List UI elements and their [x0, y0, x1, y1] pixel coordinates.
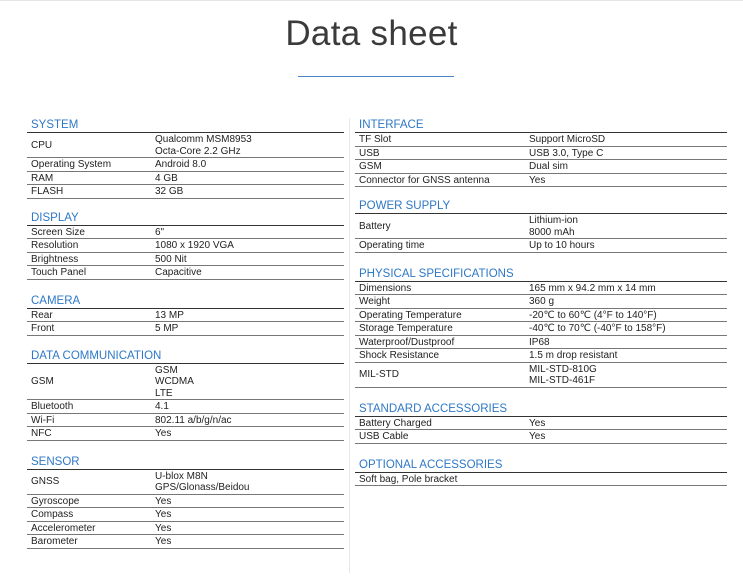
- spec-row: [27, 535, 344, 549]
- spec-value-line: 13 MP: [155, 309, 184, 321]
- page-title: Data sheet: [285, 14, 458, 53]
- spec-row: [355, 173, 727, 187]
- spec-value: [155, 535, 344, 549]
- spec-label: Touch Panel: [27, 266, 155, 280]
- spec-value: [529, 173, 727, 187]
- spec-row: [27, 427, 344, 441]
- spec-value-line: GPS/Glonass/Beidou: [155, 482, 250, 493]
- spec-value: [529, 239, 727, 253]
- spec-row: [27, 494, 344, 508]
- spec-label: Wi-Fi: [27, 413, 155, 427]
- spec-value: [155, 364, 344, 400]
- spec-label: CPU: [27, 133, 155, 158]
- spec-value: [529, 308, 727, 322]
- spec-label: Screen Size: [27, 226, 155, 239]
- spec-value-line: 360 g: [529, 296, 555, 307]
- spec-value: [529, 362, 727, 387]
- spec-row: [355, 146, 727, 160]
- spec-row: [27, 508, 344, 522]
- spec-row: [355, 239, 727, 253]
- spec-label: Operating time: [355, 239, 529, 253]
- section-sensor: [27, 455, 344, 549]
- spec-row: [27, 133, 344, 158]
- spec-label: Operating System: [27, 158, 155, 172]
- spec-row: [355, 214, 727, 239]
- spec-value-line: Yes: [155, 428, 172, 439]
- spec-row: [355, 322, 727, 336]
- spec-label: Gyroscope: [27, 494, 155, 508]
- spec-row: [355, 362, 727, 387]
- section-optional-accessories: [355, 458, 727, 487]
- section-system: [27, 118, 344, 199]
- spec-value-line: GSM: [155, 364, 178, 376]
- section-heading: SYSTEM: [27, 118, 344, 133]
- spec-value: [155, 322, 344, 336]
- spec-value-line: U-blox M8N: [155, 470, 208, 482]
- spec-value: [155, 400, 344, 414]
- spec-label: Front: [27, 322, 155, 336]
- spec-value-line: Yes: [529, 431, 546, 442]
- spec-label: Connector for GNSS antenna: [355, 173, 529, 187]
- spec-label: FLASH: [27, 185, 155, 199]
- section-heading: CAMERA: [27, 294, 344, 309]
- spec-value: [155, 521, 344, 535]
- spec-label: Battery: [355, 214, 529, 239]
- spec-value-line: Octa-Core 2.2 GHz: [155, 145, 241, 157]
- spec-value: [529, 146, 727, 160]
- spec-value: [155, 252, 344, 266]
- spec-value-line: 4.1: [155, 401, 169, 412]
- spec-table: [355, 282, 727, 388]
- spec-value-line: Dual sim: [529, 161, 568, 172]
- spec-table: [355, 214, 727, 253]
- section-interface: [355, 118, 727, 187]
- spec-value-line: 32 GB: [155, 186, 184, 197]
- section-camera: [27, 294, 344, 336]
- spec-value-line: Yes: [155, 495, 172, 507]
- spec-label: Accelerometer: [27, 521, 155, 535]
- spec-value: [155, 158, 344, 172]
- spec-value: [155, 133, 344, 158]
- spec-value-line: 1.5 m drop resistant: [529, 350, 618, 361]
- spec-table: [355, 417, 727, 444]
- spec-value-line: MIL-STD-461F: [529, 375, 596, 386]
- spec-label: Brightness: [27, 252, 155, 266]
- spec-value-line: WCDMA: [155, 376, 194, 387]
- spec-label: MIL-STD: [355, 362, 529, 387]
- section-heading: POWER SUPPLY: [355, 199, 727, 214]
- section-physical-specifications: [355, 267, 727, 388]
- spec-label: NFC: [27, 427, 155, 441]
- spec-value: [155, 185, 344, 199]
- spec-row: [27, 239, 344, 253]
- spec-label: Rear: [27, 309, 155, 322]
- spec-row: [27, 158, 344, 172]
- spec-value: [155, 309, 344, 322]
- spec-label: Dimensions: [355, 282, 529, 295]
- spec-value-line: -40℃ to 70℃ (-40°F to 158°F): [529, 323, 666, 334]
- spec-row: [355, 308, 727, 322]
- spec-row: [27, 413, 344, 427]
- spec-value-line: Android 8.0: [155, 159, 207, 170]
- spec-row: [27, 266, 344, 280]
- section-power-supply: [355, 199, 727, 253]
- spec-value: [529, 160, 727, 174]
- spec-value: [529, 282, 727, 295]
- spec-row: [355, 417, 727, 430]
- spec-row: [27, 185, 344, 199]
- spec-table: [27, 470, 344, 549]
- spec-value-line: 802.11 a/b/g/n/ac: [155, 414, 232, 426]
- spec-value-line: Qualcomm MSM8953: [155, 134, 252, 145]
- spec-label: Battery Charged: [355, 417, 529, 430]
- spec-value: [155, 494, 344, 508]
- section-standard-accessories: [355, 402, 727, 444]
- spec-table: [27, 133, 344, 199]
- section-heading: INTERFACE: [355, 118, 727, 133]
- spec-value-line: Lithium-ion: [529, 215, 578, 226]
- spec-value-line: Yes: [155, 522, 172, 534]
- spec-row: [27, 226, 344, 239]
- section-heading: DISPLAY: [27, 211, 344, 226]
- spec-value: [155, 413, 344, 427]
- spec-row: [355, 335, 727, 349]
- spec-value-line: MIL-STD-810G: [529, 363, 597, 375]
- spec-row: [27, 364, 344, 400]
- column-divider: [349, 118, 350, 573]
- spec-value-line: USB 3.0, Type C: [529, 147, 604, 159]
- spec-value-line: 1080 x 1920 VGA: [155, 240, 234, 251]
- section-heading: SENSOR: [27, 455, 344, 470]
- spec-label: Bluetooth: [27, 400, 155, 414]
- spec-row: [355, 160, 727, 174]
- spec-value: [155, 171, 344, 185]
- spec-row: [27, 400, 344, 414]
- spec-value-line: Yes: [529, 417, 546, 429]
- spec-row: [27, 322, 344, 336]
- spec-value-line: Yes: [155, 509, 172, 520]
- spec-value-line: -20℃ to 60℃ (4°F to 140°F): [529, 309, 657, 321]
- spec-value: [155, 266, 344, 280]
- spec-row: [355, 349, 727, 363]
- spec-label: GSM: [27, 364, 155, 400]
- spec-value-line: 500 Nit: [155, 253, 187, 265]
- spec-label: GSM: [355, 160, 529, 174]
- spec-value: [529, 322, 727, 336]
- spec-value: [529, 349, 727, 363]
- spec-value: [529, 417, 727, 430]
- spec-label: GNSS: [27, 470, 155, 495]
- spec-value-line: 6": [155, 226, 165, 238]
- spec-value: [155, 226, 344, 239]
- spec-value: [155, 427, 344, 441]
- top-border: [0, 0, 743, 1]
- spec-label: RAM: [27, 171, 155, 185]
- title-underline: [298, 76, 454, 77]
- spec-label: USB: [355, 146, 529, 160]
- spec-label: Barometer: [27, 535, 155, 549]
- right-column: [355, 118, 727, 486]
- spec-row: [355, 430, 727, 444]
- spec-label: USB Cable: [355, 430, 529, 444]
- spec-value-line: Support MicroSD: [529, 134, 606, 145]
- spec-row: [355, 282, 727, 295]
- spec-label: Shock Resistance: [355, 349, 529, 363]
- spec-table: [27, 226, 344, 280]
- spec-value: [529, 430, 727, 444]
- section-text: Soft bag, Pole bracket: [355, 473, 727, 487]
- spec-label: TF Slot: [355, 133, 529, 146]
- spec-label: Weight: [355, 295, 529, 309]
- spec-value-line: LTE: [155, 387, 173, 399]
- spec-row: [27, 309, 344, 322]
- spec-value: [155, 239, 344, 253]
- spec-value-line: 165 mm x 94.2 mm x 14 mm: [529, 282, 656, 294]
- section-data-communication: [27, 349, 344, 441]
- spec-row: [355, 133, 727, 146]
- spec-value: [529, 133, 727, 146]
- spec-label: Storage Temperature: [355, 322, 529, 336]
- spec-label: Waterproof/Dustproof: [355, 335, 529, 349]
- spec-row: [27, 171, 344, 185]
- left-column: [27, 118, 344, 549]
- spec-value-line: Capacitive: [155, 267, 202, 278]
- spec-table: [27, 364, 344, 441]
- spec-value-line: Yes: [529, 174, 546, 186]
- spec-value: [529, 295, 727, 309]
- spec-row: [27, 521, 344, 535]
- spec-value-line: Up to 10 hours: [529, 240, 595, 251]
- section-display: [27, 211, 344, 280]
- spec-label: Resolution: [27, 239, 155, 253]
- spec-table: [355, 133, 727, 187]
- section-heading: STANDARD ACCESSORIES: [355, 402, 727, 417]
- spec-value: [155, 470, 344, 495]
- spec-value-line: 8000 mAh: [529, 226, 575, 238]
- spec-row: [27, 252, 344, 266]
- spec-label: Operating Temperature: [355, 308, 529, 322]
- spec-label: Compass: [27, 508, 155, 522]
- spec-value-line: Yes: [155, 536, 172, 547]
- section-heading: OPTIONAL ACCESSORIES: [355, 458, 727, 473]
- spec-value: [529, 214, 727, 239]
- spec-value: [529, 335, 727, 349]
- section-heading: DATA COMMUNICATION: [27, 349, 344, 364]
- spec-value: [155, 508, 344, 522]
- spec-row: [355, 295, 727, 309]
- section-heading: PHYSICAL SPECIFICATIONS: [355, 267, 727, 282]
- spec-table: [27, 309, 344, 336]
- spec-row: [27, 470, 344, 495]
- spec-value-line: 5 MP: [155, 323, 179, 334]
- spec-value-line: 4 GB: [155, 172, 178, 184]
- spec-value-line: IP68: [529, 336, 550, 348]
